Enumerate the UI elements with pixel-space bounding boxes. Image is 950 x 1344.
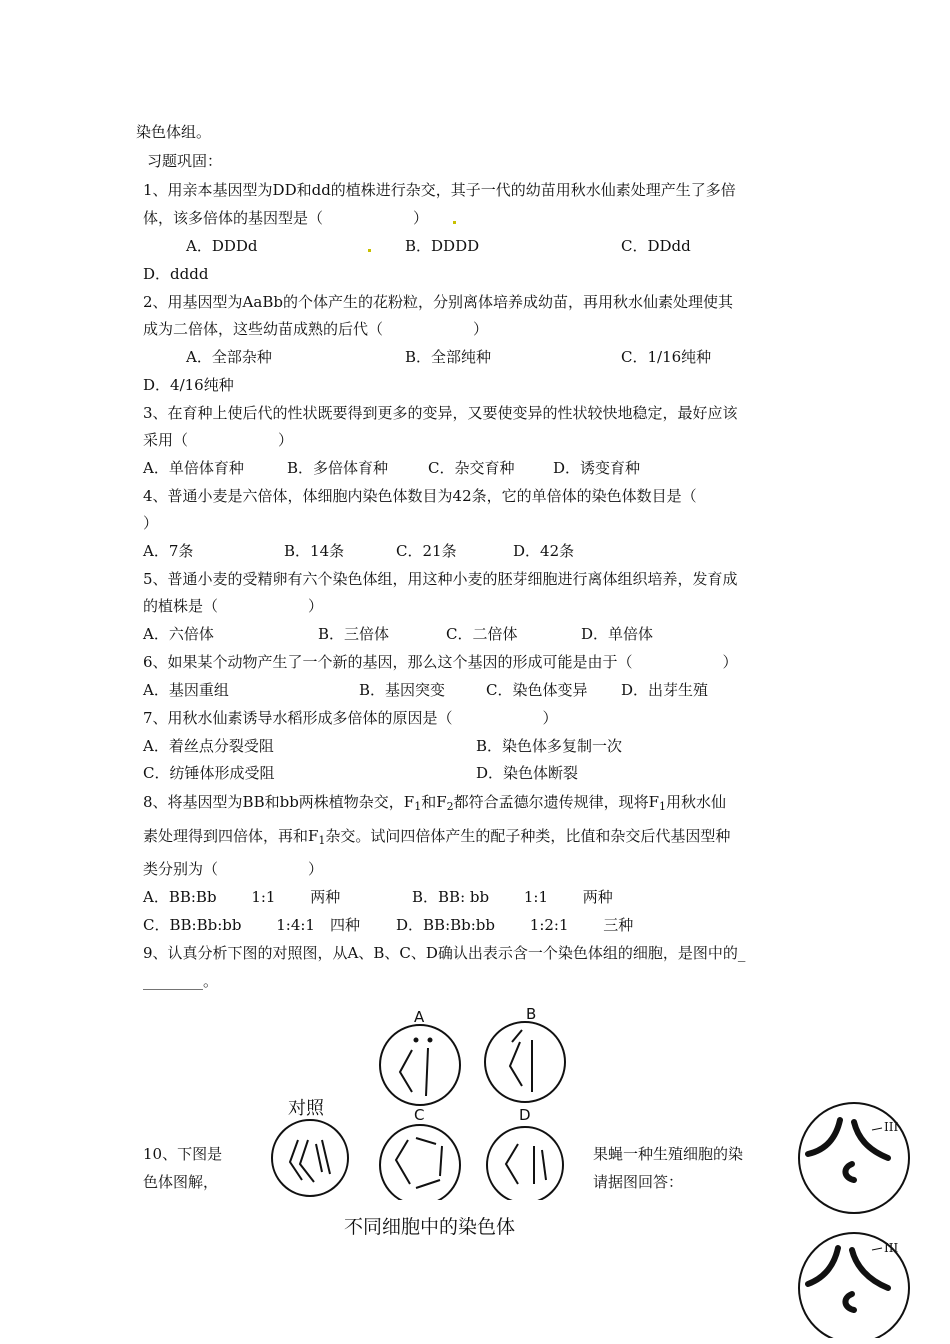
q2-stem-line2: 成为二倍体，这些幼苗成熟的后代（ ） [143, 320, 489, 338]
cell-c-circle [380, 1125, 460, 1200]
fruit-fly-chromosome-figure [796, 1098, 918, 1338]
q5-option-b: B．三倍体 [318, 625, 390, 643]
q4-option-b: B．14条 [284, 542, 345, 560]
q1-option-b: B．DDDD [405, 237, 480, 255]
q8-text: 用秋水仙 [666, 793, 727, 811]
q8-text: 都符合孟德尔遗传规律，现将F [453, 793, 660, 811]
q8-option-b: B．BB: bb 1:1 两种 [412, 888, 613, 906]
stray-dot [453, 221, 456, 224]
q8-option-c: C．BB:Bb:bb 1:4:1 四种 [143, 916, 360, 934]
q1-option-a: A．DDDd [186, 237, 258, 255]
subscript: 1 [659, 800, 667, 813]
q2-option-b: B．全部纯种 [405, 348, 492, 366]
q8-option-d: D．BB:Bb:bb 1:2:1 三种 [396, 916, 634, 934]
q5-stem-line1: 5、普通小麦的受精卵有六个染色体组，用这种小麦的胚芽细胞进行离体组织培养，发育成 [143, 570, 738, 588]
q3-option-c: C．杂交育种 [428, 459, 515, 477]
q5-option-c: C．二倍体 [446, 625, 518, 643]
q2-option-a: A．全部杂种 [186, 348, 272, 366]
q3-option-d: D．诱变育种 [553, 459, 641, 477]
q3-stem-line2: 采用（ ） [143, 431, 294, 449]
cell-b-chromosomes [510, 1030, 532, 1092]
q3-option-a: A．单倍体育种 [143, 459, 244, 477]
stray-dot [368, 249, 371, 252]
q2-option-c: C．1/16纯种 [621, 348, 712, 366]
subscript: 1 [414, 800, 422, 813]
intro-text: 染色体组。 [136, 123, 212, 141]
q9-stem-line1: 9、认真分析下图的对照图，从A、B、C、D确认出表示含一个染色体组的细胞，是图中的_ [143, 944, 746, 962]
q6-stem: 6、如果某个动物产生了一个新的基因，那么这个基因的形成可能是由于（ ） [143, 653, 738, 671]
q10-stem-line2a: 色体图解， [143, 1173, 219, 1191]
q4-option-a: A．7条 [143, 542, 194, 560]
q6-option-b: B．基因突变 [359, 681, 446, 699]
q8-text: 杂交。试问四倍体产生的配子种类，比值和杂交后代基因型种 [325, 827, 731, 845]
q10-stem-line1a: 10、下图是 [143, 1145, 223, 1163]
control-cell-chromosomes [290, 1140, 330, 1182]
q7-option-d: D．染色体断裂 [476, 764, 579, 782]
q1-option-d: D．dddd [143, 265, 209, 283]
q7-option-c: C．纺锤体形成受阻 [143, 764, 275, 782]
cell-2-chromosomes [808, 1248, 888, 1310]
label-a: A [414, 1008, 425, 1026]
label-c: C [414, 1106, 425, 1124]
q6-option-c: C．染色体变异 [486, 681, 588, 699]
q8-stem-line1 [143, 792, 726, 812]
q9-stem-line2: ________。 [143, 972, 219, 990]
q7-option-a: A．着丝点分裂受阻 [143, 737, 274, 755]
q8-stem-line2 [143, 826, 730, 846]
q1-option-c: C．DDdd [621, 237, 691, 255]
control-cell-circle [272, 1120, 348, 1196]
cell-d-circle [487, 1127, 563, 1200]
q8-option-a: A．BB:Bb 1:1 两种 [143, 888, 341, 906]
roman-label-2: III [884, 1241, 899, 1255]
q6-option-a: A．基因重组 [143, 681, 229, 699]
figure-caption: 不同细胞中的染色体 [344, 1216, 516, 1238]
cell-a-circle [380, 1025, 460, 1105]
label-control: 对照 [288, 1098, 324, 1119]
cell-a-chromosomes [400, 1039, 432, 1097]
q4-stem-line1: 4、普通小麦是六倍体，体细胞内染色体数目为42条，它的单倍体的染色体数目是（ [143, 487, 697, 505]
q2-option-d: D．4/16纯种 [143, 376, 234, 394]
q6-option-d: D．出芽生殖 [621, 681, 709, 699]
q8-text: 素处理得到四倍体，再和F [143, 827, 319, 845]
q8-text: 和F [421, 793, 447, 811]
q5-option-d: D．单倍体 [581, 625, 654, 643]
q10-stem-line1b: 果蝇一种生殖细胞的染 [593, 1145, 744, 1163]
q10-stem-line2b: 请据图回答： [593, 1173, 684, 1191]
q5-stem-line2: 的植株是（ ） [143, 597, 324, 615]
q4-stem-line2: ） [143, 514, 159, 532]
subscript: 2 [446, 800, 454, 813]
q2-stem-line1: 2、用基因型为AaBb的个体产生的花粉粒，分别离体培养成幼苗，再用秋水仙素处理使其 [143, 293, 733, 311]
q3-option-b: B．多倍体育种 [287, 459, 389, 477]
q7-stem: 7、用秋水仙素诱导水稻形成多倍体的原因是（ ） [143, 709, 558, 727]
q1-stem-line1: 1、用亲本基因型为DD和dd的植株进行杂交，其子一代的幼苗用秋水仙素处理产生了多倍 [143, 181, 736, 199]
label-d: D [519, 1106, 531, 1124]
q1-stem-line2: 体，该多倍体的基因型是（ ） [143, 209, 429, 227]
subscript: 1 [318, 834, 326, 847]
q8-stem-line3: 类分别为（ ） [143, 860, 324, 878]
cell-c-chromosomes [396, 1138, 442, 1188]
q5-option-a: A．六倍体 [143, 625, 214, 643]
cell-d-chromosomes [506, 1144, 546, 1184]
cell-b-circle [485, 1022, 565, 1102]
q4-option-d: D．42条 [513, 542, 575, 560]
q3-stem-line1: 3、在育种上使后代的性状既要得到更多的变异，又要使变异的性状较快地稳定，最好应该 [143, 404, 738, 422]
label-b: B [526, 1005, 537, 1023]
section-heading: 习题巩固： [147, 152, 223, 170]
roman-label-1: III [884, 1120, 899, 1134]
q8-text: 8、将基因型为BB和bb两株植物杂交，F [143, 793, 415, 811]
q7-option-b: B．染色体多复制一次 [476, 737, 623, 755]
q4-option-c: C．21条 [396, 542, 457, 560]
